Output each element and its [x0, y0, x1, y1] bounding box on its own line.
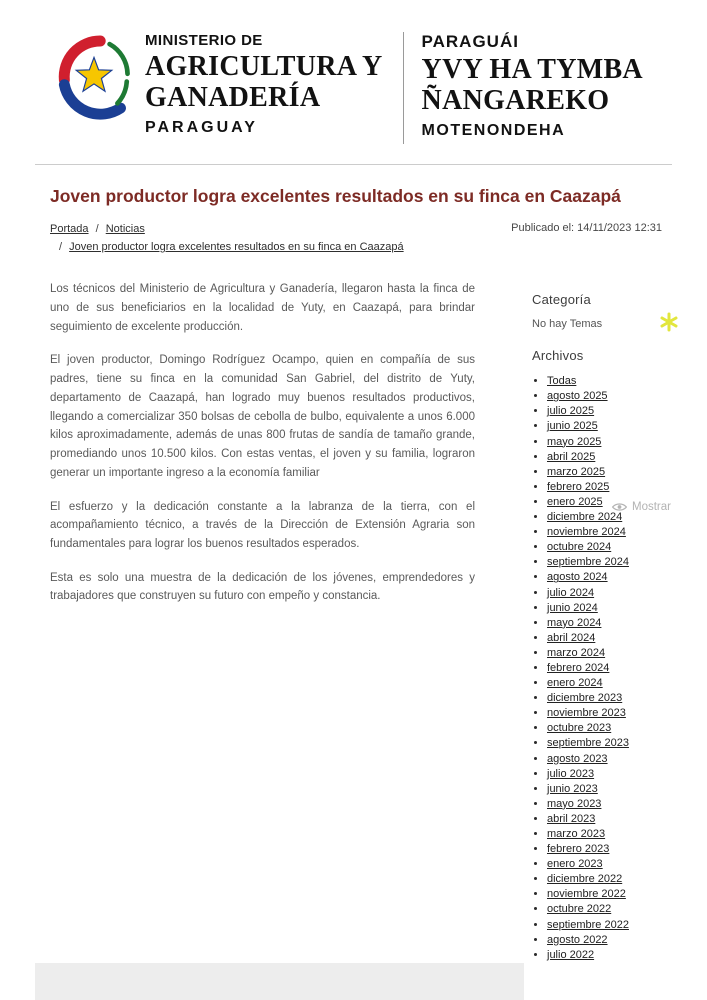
guarani-line1: PARAGUÁI — [421, 32, 519, 51]
archive-link[interactable]: agosto 2022 — [547, 933, 608, 946]
archive-item — [547, 419, 679, 434]
archive-item — [547, 827, 679, 842]
archive-item — [547, 857, 679, 872]
breadcrumb-current[interactable]: Joven productor logra excelentes resultados en su finca en Caazapá — [69, 241, 404, 254]
archive-item — [547, 465, 679, 480]
archive-link[interactable]: noviembre 2022 — [547, 888, 626, 901]
article-paragraph: Esta es solo una muestra de la dedicación de los jóvenes, emprendedores y trabajadores que construyen su futuro con empeño y constancia. — [50, 571, 475, 603]
archive-link[interactable]: mayo 2023 — [547, 797, 602, 810]
archive-item — [547, 797, 679, 812]
archive-link[interactable]: octubre 2023 — [547, 722, 612, 735]
article-paragraph: El joven productor, Domingo Rodríguez Ocampo, quien en compañía de sus padres, tiene su finca en la comunidad San Gabriel, del distrito de Yuty, departamento de Caazapá, han logrado muy buenos resultados productivos, llegando a comercializar 350 bolsas de cebolla de bulbo, equivalente a unos 6.000 kilos aproximadamente, además de unas 800 frutas de sandía de tamaño grande, promediando unos 10.500 kilos. Con estas ventas, el joven y su familia, lograron generar un importante ingreso a la economía familiar — [50, 354, 475, 479]
archives-list — [532, 374, 679, 963]
article-paragraph: Los técnicos del Ministerio de Agricultura y Ganadería, llegaron hasta la finca de uno de sus beneficiarios en la localidad de Yuty, en Caazapá, para brindar seguimiento de excelente producción. — [50, 283, 475, 333]
archive-item — [547, 782, 679, 797]
archive-link[interactable]: agosto 2025 — [547, 390, 608, 403]
archive-link[interactable]: junio 2024 — [547, 601, 598, 614]
category-heading: Categoría — [532, 292, 591, 308]
site-header — [0, 0, 707, 144]
archive-item — [547, 404, 679, 419]
guarani-line2: YVY HA TYMBA — [421, 54, 643, 85]
mostrar-label: Mostrar — [632, 501, 671, 513]
archive-item — [547, 631, 679, 646]
breadcrumb-separator: / — [59, 241, 63, 254]
archive-link[interactable]: febrero 2023 — [547, 843, 610, 856]
archive-link[interactable]: octubre 2024 — [547, 541, 612, 554]
archive-item — [547, 918, 679, 933]
archive-link[interactable]: agosto 2023 — [547, 752, 608, 765]
header-divider — [403, 32, 404, 144]
archive-item — [547, 948, 679, 963]
archive-item — [547, 842, 679, 857]
article-paragraph: El esfuerzo y la dedicación constante a la labranza de la tierra, con el acompañamiento técnico, a través de la Dirección de Extensión Agraria son fundamentales para lograr los buenos resultados esperados. — [50, 500, 475, 550]
archive-link[interactable]: junio 2023 — [547, 782, 598, 795]
archive-item — [547, 767, 679, 782]
archive-item — [547, 706, 679, 721]
page-title: Joven productor logra excelentes resultados en su finca en Caazapá — [50, 186, 621, 206]
breadcrumb-noticias[interactable]: Noticias — [105, 223, 145, 236]
archive-link[interactable]: marzo 2025 — [547, 465, 606, 478]
archive-link[interactable]: septiembre 2023 — [547, 737, 629, 750]
coat-of-arms-logo[interactable] — [55, 30, 133, 130]
archive-item — [547, 450, 679, 465]
archive-item — [547, 570, 679, 585]
archives-heading: Archivos — [532, 348, 584, 364]
ministry-wordmark — [145, 30, 383, 137]
archive-link[interactable]: enero 2025 — [547, 495, 603, 508]
archive-link[interactable]: Todas — [547, 375, 577, 388]
guarani-line3: ÑANGAREKO — [421, 85, 610, 117]
archive-item — [547, 902, 679, 917]
archive-link[interactable]: julio 2023 — [547, 767, 595, 780]
archive-link[interactable]: enero 2024 — [547, 677, 603, 690]
archive-link[interactable]: mayo 2024 — [547, 616, 602, 629]
sidebar — [532, 292, 679, 963]
breadcrumb-portada[interactable]: Portada — [50, 223, 89, 236]
breadcrumb-separator: / — [95, 223, 99, 236]
archive-item — [547, 435, 679, 450]
archive-link[interactable]: julio 2024 — [547, 586, 595, 599]
ministry-line3: GANADERÍA — [145, 82, 321, 114]
article-head — [0, 165, 707, 256]
archive-item — [547, 616, 679, 631]
guarani-line4: MOTENONDEHA — [421, 121, 566, 139]
archive-link[interactable]: julio 2025 — [547, 405, 595, 418]
archive-item — [547, 661, 679, 676]
archive-item — [547, 646, 679, 661]
archive-item — [547, 555, 679, 570]
archive-link[interactable]: abril 2023 — [547, 812, 596, 825]
archive-link[interactable]: junio 2025 — [547, 420, 598, 433]
archive-item — [547, 480, 679, 495]
archive-link[interactable]: octubre 2022 — [547, 903, 612, 916]
meta-row — [50, 221, 662, 256]
archive-link[interactable]: marzo 2023 — [547, 828, 606, 840]
archive-link[interactable]: abril 2024 — [547, 631, 596, 644]
main-content — [0, 256, 707, 963]
archive-item — [547, 676, 679, 691]
archive-item — [547, 586, 679, 601]
archive-link[interactable]: marzo 2024 — [547, 646, 606, 659]
asterisk-icon — [659, 312, 679, 332]
archive-item — [547, 389, 679, 404]
archive-link[interactable]: julio 2022 — [547, 948, 595, 961]
published-date: Publicado el: 14/11/2023 12:31 — [511, 222, 662, 235]
ministry-line4: PARAGUAY — [145, 118, 258, 136]
archive-link[interactable]: febrero 2024 — [547, 661, 610, 674]
ministry-line2: AGRICULTURA Y — [145, 51, 383, 82]
archive-link[interactable]: febrero 2025 — [547, 480, 610, 493]
archive-item — [547, 721, 679, 736]
archive-item — [547, 736, 679, 751]
archive-link[interactable]: septiembre 2024 — [547, 556, 629, 569]
archive-link[interactable]: abril 2025 — [547, 450, 596, 463]
guarani-wordmark — [422, 30, 643, 140]
archive-link[interactable]: noviembre 2023 — [547, 707, 626, 720]
archive-item — [547, 933, 679, 948]
archive-link[interactable]: septiembre 2022 — [547, 918, 629, 931]
ministry-line1: MINISTERIO DE — [145, 32, 263, 49]
footer-strip — [35, 963, 524, 1000]
article-body — [50, 280, 475, 963]
archive-item — [547, 691, 679, 706]
category-empty-text: No hay Temas — [532, 318, 603, 331]
breadcrumb-line2 — [50, 239, 404, 256]
breadcrumb — [50, 221, 404, 256]
archive-item — [547, 872, 679, 887]
archive-item — [547, 601, 679, 616]
breadcrumb-line1 — [50, 221, 404, 238]
archive-item — [547, 887, 679, 902]
archive-link[interactable]: diciembre 2022 — [547, 873, 623, 886]
mostrar-tooltip[interactable] — [612, 501, 671, 513]
eye-icon — [612, 502, 627, 512]
archive-item — [547, 540, 679, 555]
archive-link[interactable]: diciembre 2023 — [547, 692, 623, 705]
archive-link[interactable]: mayo 2025 — [547, 435, 602, 448]
archive-link[interactable]: diciembre 2024 — [547, 511, 623, 524]
archive-item — [547, 525, 679, 540]
archive-link[interactable]: agosto 2024 — [547, 571, 608, 584]
archive-item — [547, 752, 679, 767]
archive-item — [547, 374, 679, 389]
archive-item — [547, 812, 679, 827]
archive-link[interactable]: noviembre 2024 — [547, 526, 626, 539]
archive-link[interactable]: enero 2023 — [547, 858, 603, 871]
